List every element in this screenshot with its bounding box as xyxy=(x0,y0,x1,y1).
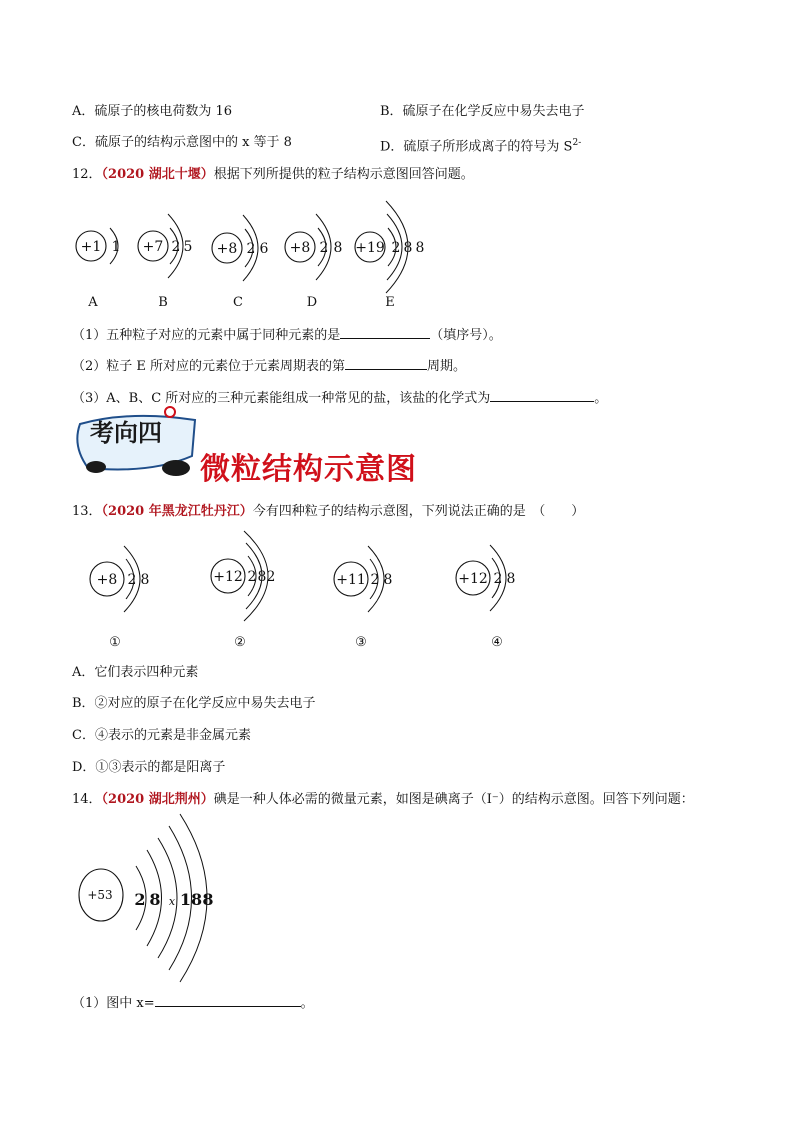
q12-stem: 根据下列所提供的粒子结构示意图回答问题。 xyxy=(213,167,474,182)
shell-electrons: 8 xyxy=(506,571,516,587)
q12-sub1 xyxy=(72,325,502,345)
atom-label: C xyxy=(233,295,243,310)
badge-stone-icon xyxy=(162,460,190,476)
atom-label: ③ xyxy=(355,635,367,650)
q14-number: 14． xyxy=(72,792,102,807)
answer-blank[interactable] xyxy=(155,993,301,1007)
q12-atom-a xyxy=(76,228,120,310)
shell-electrons: 2 xyxy=(493,571,503,587)
q12-sub2-text: （2）粒子 E 所对应的元素位于元素周期表的第 xyxy=(72,359,346,374)
atom-label: ② xyxy=(234,635,246,650)
q12-sub2 xyxy=(72,356,466,376)
shell-electrons: 2 xyxy=(370,572,380,588)
shell-electrons: 8 xyxy=(333,240,343,256)
q14-sub1-text: （1）图中 x= xyxy=(72,996,155,1011)
q12-sub1-tail: （填序号）。 xyxy=(430,328,502,343)
shell-electrons: 8 xyxy=(140,572,150,588)
badge-stone-icon xyxy=(86,461,106,473)
q12-atom-b xyxy=(138,214,192,310)
q12-atom-d xyxy=(285,214,342,310)
shell-electrons: 8 xyxy=(149,890,161,909)
shell-electrons: 2 xyxy=(247,569,257,585)
q12-sub3 xyxy=(72,388,607,408)
atom-label: ① xyxy=(109,635,121,650)
shell-electrons: 8 xyxy=(415,240,425,256)
q14-sub1 xyxy=(72,993,314,1013)
q14-stem-line xyxy=(72,791,694,809)
atom-label: ④ xyxy=(491,635,503,650)
nucleus-charge: +19 xyxy=(355,240,385,256)
answer-blank[interactable] xyxy=(340,325,430,339)
shell-electrons: 2 xyxy=(391,240,401,256)
shell-electrons: 2 xyxy=(266,569,276,585)
atom-label: A xyxy=(88,295,98,310)
q13-atom-4 xyxy=(456,545,515,650)
atom-label: D xyxy=(306,295,318,310)
shell-electrons: 2 xyxy=(171,239,181,255)
nucleus-charge: +11 xyxy=(336,572,366,588)
q12-atom-e xyxy=(355,201,424,310)
q11-option-d-text: D．硫原子所形成离子的符号为 S xyxy=(380,139,573,155)
shell-electrons: 8 xyxy=(383,572,393,588)
shell-electrons: 18 xyxy=(179,890,203,909)
q14-sub1-tail: 。 xyxy=(300,996,314,1011)
nucleus-charge: +8 xyxy=(289,240,311,256)
q14-stem: 碘是一种人体必需的微量元素，如图是碘离子（I⁻）的结构示意图。回答下列问题： xyxy=(213,792,694,807)
q13-number: 13． xyxy=(72,504,102,519)
q13-option-d: D．①③表示的都是阳离子 xyxy=(72,760,226,775)
q12-sub3-text: （3）A、B、C 所对应的三种元素能组成一种常见的盐，该盐的化学式为 xyxy=(72,391,491,406)
nucleus-charge: +12 xyxy=(213,569,243,585)
q13-atom-2 xyxy=(211,531,275,650)
answer-blank[interactable] xyxy=(345,356,427,370)
badge-ring-icon xyxy=(165,407,175,417)
q12-sub1-text: （1）五种粒子对应的元素中属于同种元素的是 xyxy=(72,328,341,343)
nucleus-charge: +12 xyxy=(458,571,488,587)
q12-source: （2020 湖北十堰） xyxy=(101,167,214,182)
q11-option-a: A．硫原子的核电荷数为 16 xyxy=(72,104,233,119)
q12-atom-c xyxy=(212,215,269,310)
q13-source: （2020 年黑龙江牡丹江） xyxy=(101,504,253,519)
section-title: 微粒结构示意图 xyxy=(200,452,417,487)
shell-electrons: 8 xyxy=(403,240,413,256)
atom-label: B xyxy=(158,295,168,310)
section-badge: 考向四 xyxy=(90,418,162,447)
q14-iodide-ion xyxy=(79,814,214,982)
q13-option-b: B．②对应的原子在化学反应中易失去电子 xyxy=(72,696,316,711)
nucleus-charge: +53 xyxy=(87,888,113,902)
shell-electrons: x xyxy=(168,895,176,908)
q12-sub2-tail: 周期。 xyxy=(427,359,467,374)
q13-option-c: C．④表示的元素是非金属元素 xyxy=(72,728,251,743)
shell-electrons: 6 xyxy=(259,241,269,257)
nucleus-charge: +7 xyxy=(142,239,164,255)
answer-blank[interactable] xyxy=(490,388,594,402)
shell-electrons: 8 xyxy=(202,890,214,909)
q12-number: 12． xyxy=(72,167,102,182)
q11-option-c: C．硫原子的结构示意图中的 x 等于 8 xyxy=(72,135,292,150)
nucleus-charge: +1 xyxy=(80,239,102,255)
shell-electrons: 2 xyxy=(134,890,146,909)
q11-option-d-charge: 2- xyxy=(572,138,582,148)
shell-electrons: 2 xyxy=(246,241,256,257)
q13-stem-line xyxy=(72,503,584,521)
q13-atom-3 xyxy=(334,546,392,650)
atom-label: E xyxy=(385,295,395,310)
q13-stem: 今有四种粒子的结构示意图，下列说法正确的是 （ ） xyxy=(252,504,585,519)
q14-source: （2020 湖北荆州） xyxy=(101,792,214,807)
q11-option-b: B．硫原子在化学反应中易失去电子 xyxy=(380,104,585,119)
q12-sub3-tail: 。 xyxy=(594,391,608,406)
nucleus-charge: +8 xyxy=(216,241,238,257)
shell-electrons: 8 xyxy=(257,569,267,585)
q13-option-a: A．它们表示四种元素 xyxy=(72,665,199,680)
shell-electrons: 2 xyxy=(319,240,329,256)
shell-electrons: 5 xyxy=(183,239,193,255)
shell-electrons: 1 xyxy=(111,239,121,255)
shell-electrons: 2 xyxy=(127,572,137,588)
nucleus-charge: +8 xyxy=(96,572,118,588)
q13-atom-1 xyxy=(90,546,149,650)
